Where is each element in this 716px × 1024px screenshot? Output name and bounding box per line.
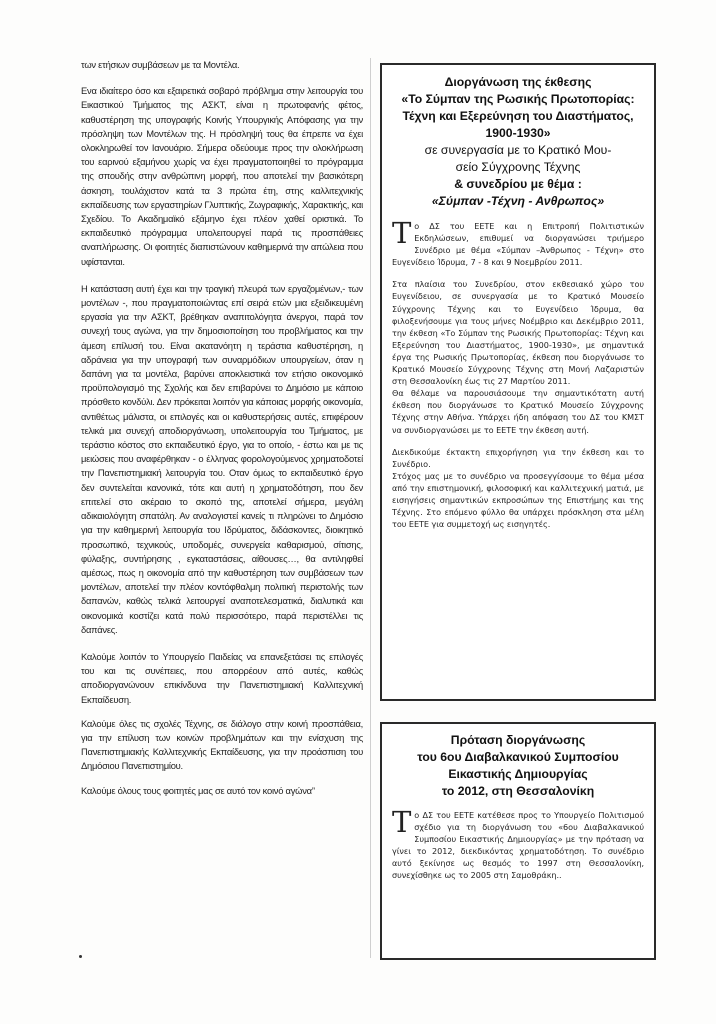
heading-line: 1900-1930» <box>485 126 551 140</box>
heading-line: «Το Σύμπαν της Ρωσικής Πρωτοπορίας: <box>401 92 635 106</box>
exhibition-announcement-box <box>380 63 656 701</box>
heading-line: & συνεδρίου με θέμα : <box>454 177 582 191</box>
box-paragraph-text: ο ΔΣ του ΕΕΤΕ και η Επιτροπή Πολιτιστικών Εκδηλώσεων, επιθυμεί να διοργανώσει τριήμερο Συνέδριο με θέμα «Σύμπαν –Άνθρωπος - Τέχνη» στο Ευγενίδειο Ίδρυμα, 7 - 8 και 9 Νοεμβρίου 2011. <box>392 221 644 268</box>
heading-line: σείο Σύγχρονης Τέχνης <box>455 160 581 174</box>
drop-cap: Τ <box>392 216 412 250</box>
article-paragraph: Ενα ιδιαίτερο όσο και εξαιρετικά σοβαρό πρόβλημα στην λειτουργία του Εικαστικού Τμήματος της ΑΣΚΤ, είναι η πρωτοφανής φέτος, καθυστέρηση της υπογραφής Κοινής Υπουργικής Απόφασης για την πρόσληψη των Μοντέλων της. Η πρόσληψή τους θα έπρεπε να έχει ολοκληρωθεί τον Ιανουάριο. Σήμερα οδεύουμε προς την ολοκλήρωση του εαρινού εξαμήνου χωρίς να έχει πραγματοποιηθεί το πρόγραμμα της σπουδής στην ανθρώπινη μορφή, που αποτελεί την βασικότερη άσκηση, τουλάχιστον κατά τα 3 πρώτα έτη, στης καλλιτεχνικής εκπαίδευσης των εργαστηρίων Γλυπτικής, Ζωγραφικής, Χαρακτικής, και Σχεδίου. Το Ακαδημαϊκό εξάμηνο έχει πλέον χαθεί οριστικά. Το εκπαιδευτικό πρόγραμμα υπολειτουργεί παρά τις προσπάθειες αναπλήρωσης. Οι φοιτητές διαπιστώνουν καθημερινά την απώλεια που υφίστανται. <box>81 85 363 267</box>
drop-cap: Τ <box>392 805 412 839</box>
heading-line: Τέχνη και Εξερεύνηση του Διαστήματος, <box>402 109 634 123</box>
box-heading <box>392 74 644 210</box>
box-heading <box>392 732 644 800</box>
bullet-mark <box>79 955 82 958</box>
box-paragraph: Στα πλαίσια του Συνεδρίου, στον εκθεσιακό χώρο του Ευγενίδειου, σε συνεργασία με το Κρατικό Μουσείο Σύγχρονης Τέχνης και το Ευγενίδειο Ίδρυμα, θα φιλοξενήσουμε για τους μήνες Νοέμβριο και Δεκέμβριο 2011, την έκθεση «Το Σύμπαν της Ρωσικής Πρωτοπορίας: Τέχνη και Εξερεύνηση του Διαστήματος, 1900-1930», με σημαντικά έργα της Ρωσικής Πρωτοπορίας, έκθεση που διοργάνωσε το Κρατικό Μουσείο Σύγχρονης Τέχνης στη Μονή Λαζαριστών στη Θεσσαλονίκη έως τις 27 Μαρτίου 2011. <box>392 279 644 387</box>
box-body <box>392 216 644 530</box>
article-paragraph: των ετήσιων συμβάσεων με τα Μοντέλα. <box>81 59 240 70</box>
heading-line: σε συνεργασία με το Κρατικό Μου- <box>424 143 612 157</box>
symposium-proposal-box <box>380 722 656 960</box>
box-paragraph <box>392 216 644 268</box>
box-paragraph: Θα θέλαμε να παρουσιάσουμε την σημαντικότατη αυτή έκθεση που διοργάνωσε το Κρατικό Μουσείο Σύγχρονης Τέχνης στην Αθήνα. Υπάρχει ήδη απόφαση του ΔΣ του ΚΜΣΤ να συνδιοργανώσει με το ΕΕΤΕ την έκθεση αυτή. <box>392 388 644 435</box>
box-paragraph: Στόχος μας με το συνέδριο να προσεγγίσουμε το θέμα μέσα από την επιστημονική, φιλοσοφική και καλλιτεχνική ματιά, με εισηγήσεις σημαντικών εκπροσώπων της Επιστήμης και της Τέχνης. Στο επόμενο φύλλο θα υπάρχει πρόσκληση στα μέλη του ΕΕΤΕ για συμμετοχή ως εισηγητές. <box>392 470 644 530</box>
box-paragraph <box>392 805 644 882</box>
box-paragraph-text: ο ΔΣ του ΕΕΤΕ κατέθεσε προς το Υπουργείο Πολιτισμού σχέδιο για τη διοργάνωση του «6ου Διαβαλκανικού Συμποσίου Εικαστικής Δημιουργίας» με την πρόταση να γίνει το 2012, διεκδικόντας χρηματοδότηση. Το συνέδριο αυτό ξεκίνησε ως θεσμός το 1997 στη Θεσσαλονίκη, συνεχίσθηκε ως το 2005 στη Σαμοθράκη.. <box>392 810 644 881</box>
heading-line: το 2012, στη Θεσσαλονίκη <box>441 784 595 798</box>
article-paragraph: Καλούμε όλους τους φοιτητές μας σε αυτό τον κοινό αγώνα” <box>81 784 315 796</box>
heading-line: Πρόταση διοργάνωσης <box>450 733 586 747</box>
box-body <box>392 805 644 882</box>
heading-line: Διοργάνωση της έκθεσης <box>444 75 592 89</box>
column-divider <box>370 58 371 958</box>
heading-line: του 6ου Διαβαλκανικού Συμποσίου <box>417 750 619 764</box>
heading-line: «Σύμπαν -Τέχνη - Ανθρωπος» <box>431 194 605 208</box>
article-paragraph: Καλούμε όλες τις σχολές Τέχνης, σε διάλογο στην κοινή προσπάθεια, για την επίλυση των κοινών προβλημάτων και την ενίσχυση της Πανεπιστημιακής Καλλιτεχνικής Εκπαίδευσης, για την προάσπιση του Δημόσιου Πανεπιστημίου. <box>81 717 363 772</box>
article-paragraph: Καλούμε λοιπόν το Υπουργείο Παιδείας να επανεξετάσει τις επιλογές του και τις συνέπειες, που απορρέουν από αυτές, καθώς αποδιοργανώνουν επικίνδυνα την Πανεπιστημιακή Καλλιτεχνική Εκπαίδευση. <box>81 650 363 705</box>
left-column-article <box>81 58 363 968</box>
box-paragraph: Διεκδικούμε έκτακτη επιχορήγηση για την έκθεση και το Συνέδριο. <box>392 446 644 469</box>
heading-line: Εικαστικής Δημιουργίας <box>448 767 588 781</box>
article-paragraph: Η κατάσταση αυτή έχει και την τραγική πλευρά των εργαζομένων,- των μοντέλων -, που πραγματοποιώντας επί σειρά ετών μια εξειδικευμένη εργασία για την ΑΣΚΤ, βρέθηκαν αναπιτολόγητα άνεργοι, παρά τον συνεχή τους αγώνα, για την δημοσιοποίηση του προβλήματος και την άμεση επίλυσή του. Είναι ακατανόητη η τεράστια καθυστέρηση, η αδράνεια για την υπογραφή των συναρμόδιων υπουργείων, όταν η δαπάνη για τα μοντέλα, βαρύνει αποκλειστικά τον ετήσιο οικονομικό προϋπολογισμό της Σχολής και δεν επιβαρύνει το Δημόσιο με κάποιο πρόσθετο κονδύλι. Δεν πρόκειται λοιπόν για κάποιας μορφής οικονομία, αντιθέτως μάλιστα, οι επιλογές και οι καθυστερήσεις αυτές, επιφέρουν τελικά μια συνεχή αποδιοργάνωση, υπολειτουργία του Τμήματος, με τεράστιο κόστος στο εκπαιδευτικό έργο, για το οποίο, - έστω και με τις μειώσεις που αναφέρθηκαν - ο έλληνας φορολογούμενος χρηματοδοτεί την Πανεπιστημιακή λειτουργία του. Οταν όμως το εκπαιδευτικό έργο δεν συντελείται κανονικά, τότε και αυτή η χρηματοδότηση, που δεν επιτελεί στο ακέραιο το σκοπό της, αποτελεί σήμερα, μεγάλη αδικαιολόγητη σπατάλη. Αν αναλογιστεί κανείς τι πληρώνει το Δημόσιο για την καθημερινή λειτουργία του Ιδρύματος, διδάσκοντες, διοικητικό προσωπικό, τεχνικούς, υποδομές, συνεργεία καθαρισμού, σίτισης, φύλαξης, συντήρησης , εγκαταστάσεις, αίθουσες…, θα αντιληφθεί αμέσως, πως η οικονομία από την καθυστέρηση των συμβάσεων των μοντέλων, αποτελεί την πλέον κοντόφθαλμη πολιτική περιστολής των δαπανών, καθώς τελικά λειτουργεί αναποτελεσματικά, διαλυτικά και οικονομικά κοστίζει κατά πολύ περισσότερο, παρά περιστέλλει τις δαπάνες. <box>81 282 363 635</box>
